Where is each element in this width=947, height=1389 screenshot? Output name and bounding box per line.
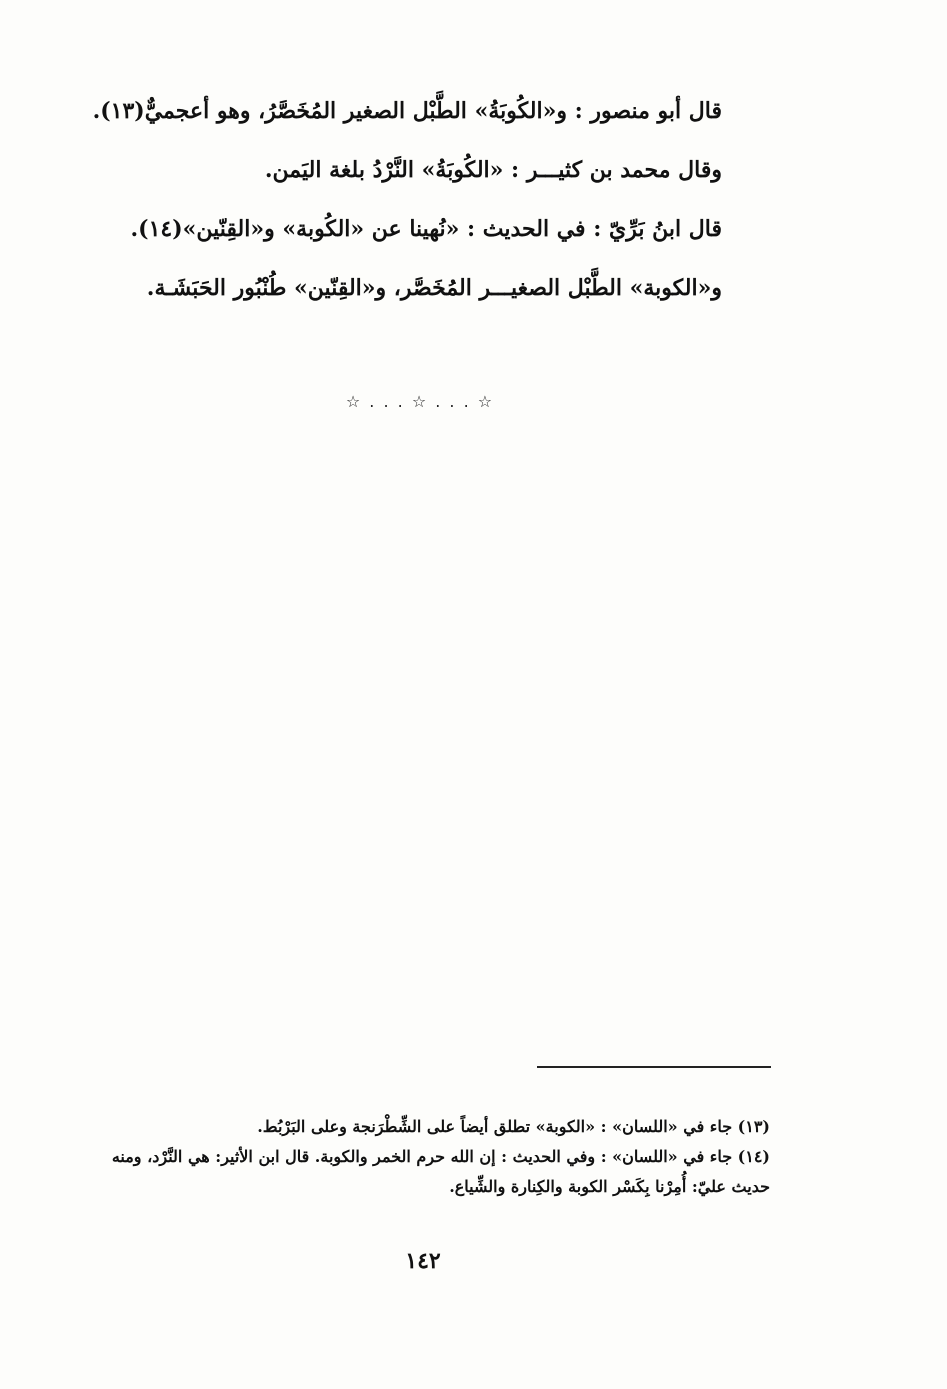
main-text-body	[60, 82, 722, 318]
main-text-line-2: وقال محمد بن كثيـــر : «الكُوبَةُ» النَّرْدُ بلغة اليَمن.	[264, 157, 722, 183]
footnote-13: (١٣) جاء في «اللسان» : «الكوبة» تطلق أيضاً على الشِّطْرَنجة وعلى البَرْبُط.	[257, 1117, 770, 1136]
footnote-divider	[537, 1066, 771, 1068]
main-text-line-3: قال ابنُ بَرِّيّ : في الحديث : «نُهينا عن «الكُوبة» و«القِنّين»(١٤).	[130, 216, 722, 242]
main-text-line-4: و«الكوبة» الطَّبْل الصغيـــر المُخَصَّر، و«القِنّين» طُنْبُور الحَبَشَـة.	[146, 275, 722, 301]
main-text-line-1: قال أبو منصور : و«الكُوبَةُ» الطَّبْل الصغير المُخَصَّرُ، وهو أعجميٌّ(١٣).	[92, 98, 722, 124]
footnotes	[70, 1112, 770, 1202]
section-separator: ☆ . . . ☆ . . . ☆	[345, 392, 495, 411]
footnote-14: (١٤) جاء في «اللسان» : وفي الحديث : إن الله حرم الخمر والكوبة. قال ابن الأثير: هي النَّرْد، ومنه حديث عليّ: أُمِرْنا بِكَسْر الكوبة والكِنارة والشِّياع.	[111, 1147, 770, 1196]
page-number: ١٤٢	[405, 1248, 441, 1274]
